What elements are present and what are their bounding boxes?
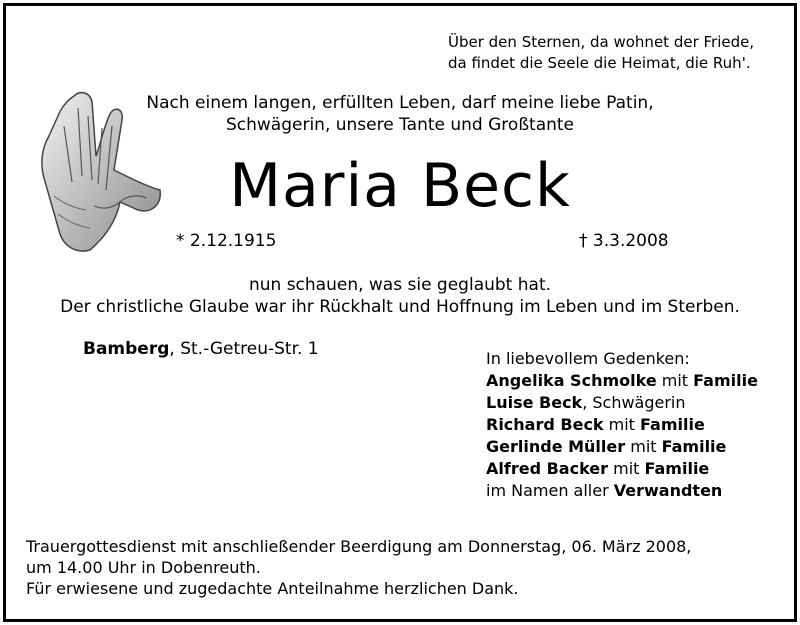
faith-line: Der christliche Glaube war ihr Rückhalt und Hoffnung im Leben und im Sterben. — [60, 297, 740, 317]
footer-line: Trauergottesdienst mit anschließender Beerdigung am Donnerstag, 06. März 2008, — [26, 537, 692, 556]
deceased-name: Maria Beck — [229, 151, 571, 221]
birth-date: * 2.12.1915 — [176, 231, 277, 251]
mourner-entry — [486, 392, 758, 414]
mourners-list — [486, 348, 758, 502]
mourner-conj: mit — [656, 371, 694, 390]
address-street: , St.-Getreu-Str. 1 — [169, 339, 319, 359]
faith-text — [6, 274, 794, 318]
mourner-rel: Familie — [640, 415, 705, 434]
intro-line: Nach einem langen, erfüllten Leben, darf meine liebe Patin, — [146, 93, 654, 113]
poem-line: da findet die Seele die Heimat, die Ruh'. — [448, 54, 751, 72]
faith-line: nun schauen, was sie geglaubt hat. — [248, 275, 552, 295]
mourner-entry — [486, 370, 758, 392]
mourners-closing — [486, 480, 758, 502]
intro-line: Schwägerin, unsere Tante und Großtante — [225, 115, 575, 135]
footer-line: Für erwiesene und zugedachte Anteilnahme herzlichen Dank. — [26, 579, 519, 598]
closing-bold: Verwandten — [613, 481, 723, 500]
mourner-entry — [486, 458, 758, 480]
mourner-rel: Familie — [644, 459, 710, 478]
address-city: Bamberg — [83, 339, 170, 359]
intro-text — [6, 92, 794, 136]
poem-verse — [448, 32, 754, 74]
mourner-entry — [486, 436, 758, 458]
mourner-conj: mit — [603, 415, 641, 434]
service-info — [26, 536, 691, 599]
obituary-notice — [3, 3, 797, 622]
mourner-name: Luise Beck — [486, 393, 583, 412]
mourner-name: Gerlinde Müller — [486, 437, 626, 456]
mourner-conj: , Schwägerin — [582, 393, 686, 412]
address — [83, 338, 319, 360]
poem-line: Über den Sternen, da wohnet der Friede, — [448, 33, 755, 51]
mourner-conj: mit — [625, 437, 662, 456]
footer-line: um 14.00 Uhr in Dobenreuth. — [26, 558, 261, 577]
mourner-name: Richard Beck — [486, 415, 604, 434]
mourner-name: Angelika Schmolke — [486, 371, 657, 390]
mourner-entry — [486, 414, 758, 436]
mourners-heading: In liebevollem Gedenken: — [486, 349, 690, 368]
death-date: † 3.3.2008 — [579, 231, 669, 251]
mourner-rel: Familie — [661, 437, 727, 456]
mourner-rel: Familie — [693, 371, 758, 390]
closing-prefix: im Namen aller — [486, 481, 614, 500]
mourner-name: Alfred Backer — [486, 459, 609, 478]
mourner-conj: mit — [608, 459, 645, 478]
